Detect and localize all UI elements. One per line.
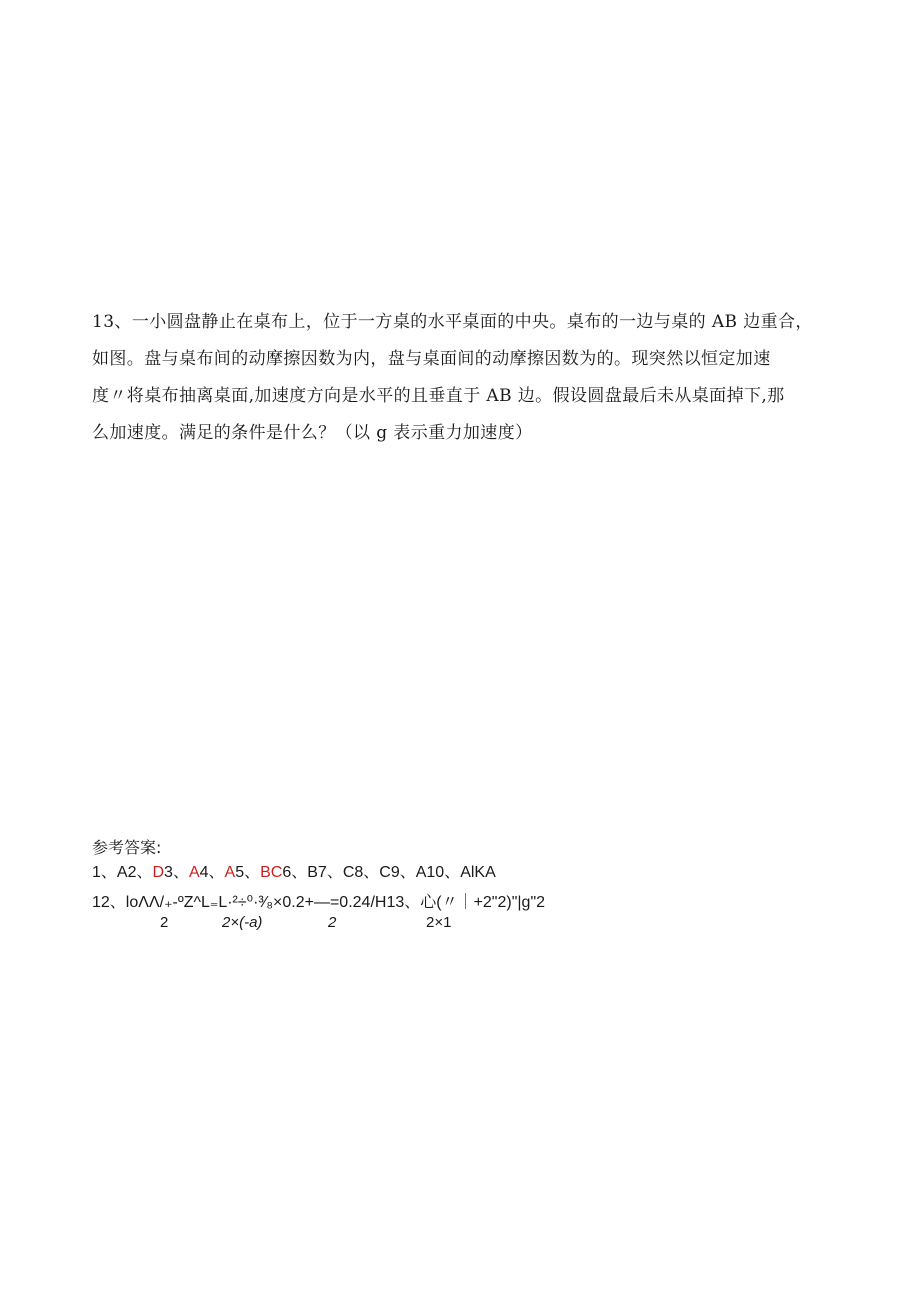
answer-denominators (92, 914, 832, 934)
answer-text: 3、 (164, 864, 189, 881)
problem-13 (92, 304, 832, 452)
answer-highlight: A (188, 864, 200, 881)
denominator: 2×1 (426, 914, 452, 931)
problem-line: 如图。盘与桌布间的动摩擦因数为内，盘与桌面间的动摩擦因数为的。现突然以恒定加速 (92, 349, 771, 369)
answer-row-1-11 (92, 860, 832, 886)
answer-section (92, 836, 832, 934)
answer-text: 1、A2、 (92, 864, 153, 881)
denominator: 2 (160, 914, 169, 931)
problem-line: 度〃将桌布抽离桌面,加速度方向是水平的且垂直于 AB 边。假设圆盘最后未从桌面掉下,那 (92, 386, 785, 406)
problem-line: 13、一小圆盘静止在桌布上，位于一方桌的水平桌面的中央。桌布的一边与桌的 AB 边重合， (92, 312, 813, 332)
answer-highlight: D (152, 864, 165, 881)
answer-row-12-13: 12、loΛΛ/₊-ºZ^L₌L·²÷⁰·³⁄₈×0.2+—=0.24/H13、心(〃｜+2"2)"|g"2 (92, 894, 546, 911)
denominator: 2 (328, 914, 337, 931)
denominator: 2×(-a) (222, 914, 263, 931)
answer-highlight: A (224, 864, 236, 881)
answer-text: 4、 (199, 864, 225, 881)
answer-text: 5、 (235, 864, 261, 881)
answer-heading: 参考答案: (92, 838, 162, 857)
answer-highlight: BC (260, 864, 283, 881)
problem-line: 么加速度。满足的条件是什么？（以 g 表示重力加速度） (92, 423, 533, 443)
answer-text: 6、B7、C8、C9、A10、AlKA (282, 864, 496, 881)
